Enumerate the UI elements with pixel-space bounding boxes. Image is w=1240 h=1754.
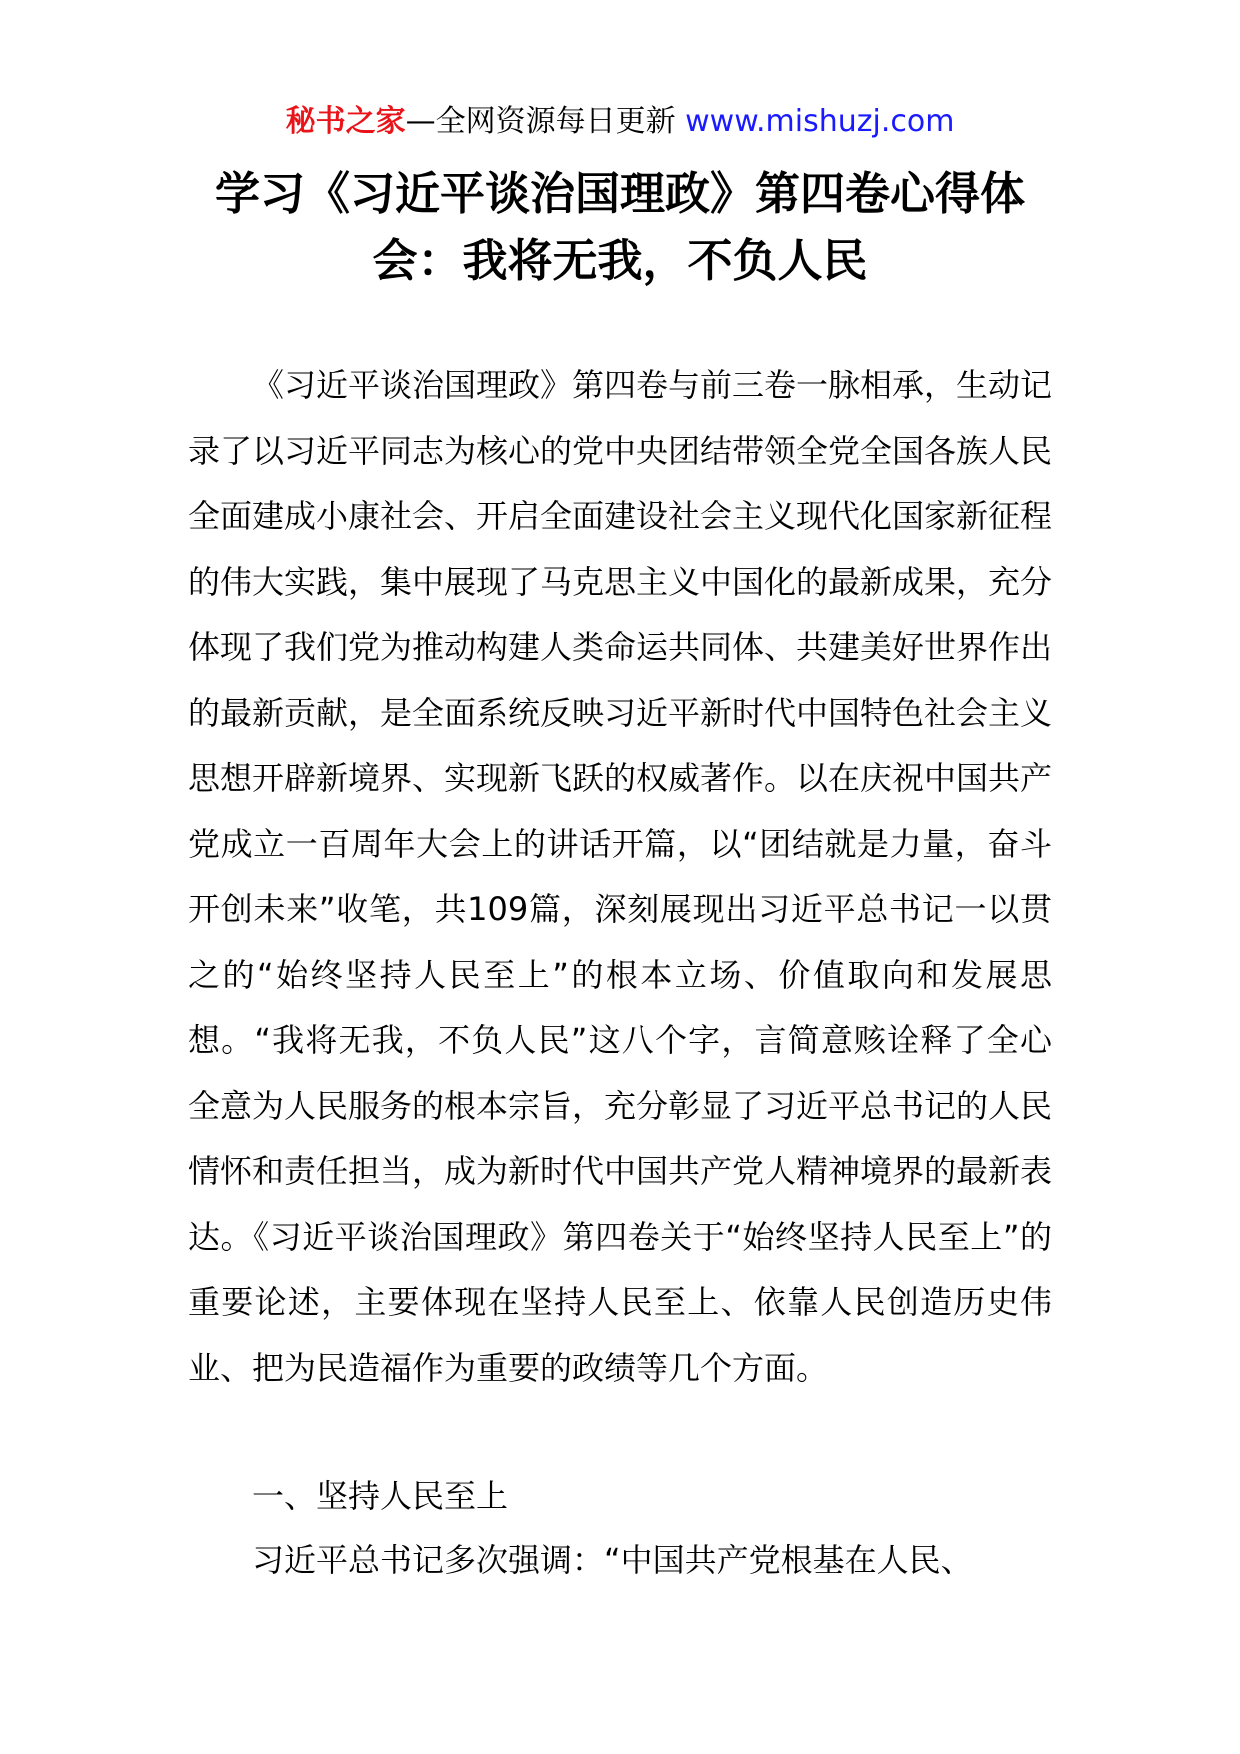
intro-paragraph: 《习近平谈治国理政》第四卷与前三卷一脉相承，生动记录了以习近平同志为核心的党中央团结带领全党全国各族人民全面建成小康社会、开启全面建设社会主义现代化国家新征程的伟大实践，集中展现了马克思主义中国化的最新成果，充分体现了我们党为推动构建人类命运共同体、共建美好世界作出的最新贡献，是全面系统反映习近平新时代中国特色社会主义思想开辟新境界、实现新飞跃的权威著作。以在庆祝中国共产党成立一百周年大会上的讲话开篇，以“团结就是力量，奋斗开创未来”收笔，共109篇，深刻展现出习近平总书记一以贯之的“始终坚持人民至上”的根本立场、价值取向和发展思想。“我将无我，不负人民”这八个字，言简意赅诠释了全心全意为人民服务的根本宗旨，充分彰显了习近平总书记的人民情怀和责任担当，成为新时代中国共产党人精神境界的最新表达。《习近平谈治国理政》第四卷关于“始终坚持人民至上”的重要论述，主要体现在坚持人民至上、依靠人民创造历史伟业、把为民造福作为重要的政绩等几个方面。 bbox=[188, 366, 1053, 1387]
header-tagline: —全网资源每日更新 bbox=[405, 104, 686, 139]
site-link[interactable]: www.mishuzj.com bbox=[685, 104, 955, 139]
brand-name: 秘书之家 bbox=[285, 104, 406, 139]
site-header bbox=[0, 102, 1240, 142]
section-heading-1: 一、坚持人民至上 bbox=[252, 1477, 509, 1515]
article-title: 学习《习近平谈治国理政》第四卷心得体会：我将无我，不负人民 bbox=[214, 167, 1025, 287]
article-body bbox=[188, 353, 1052, 1401]
section-1-paragraph: 习近平总书记多次强调：“中国共产党根基在人民、 bbox=[252, 1541, 973, 1579]
